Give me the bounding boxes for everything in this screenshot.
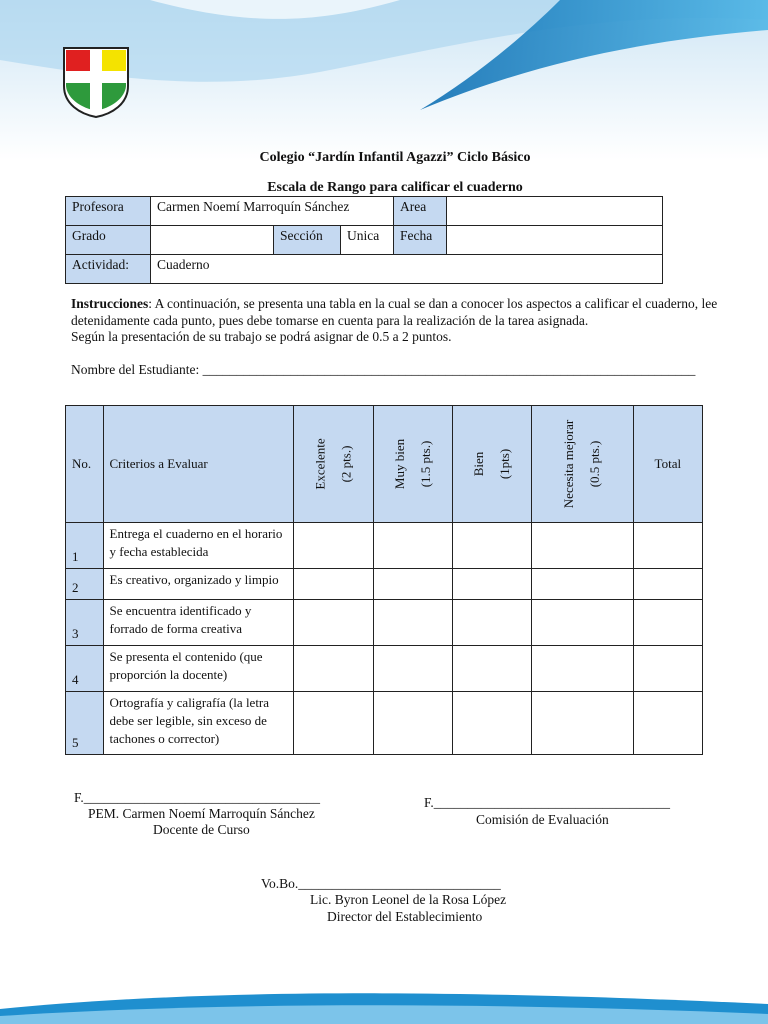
score-cell[interactable] [453, 692, 532, 755]
actividad-label: Actividad: [66, 255, 151, 284]
criterion-text: Entrega el cuaderno en el horario y fecha establecida [103, 523, 294, 569]
col-header-bien [453, 406, 532, 523]
muy-bien-points: (1.5 pts.) [418, 440, 434, 488]
total-cell[interactable] [633, 646, 702, 692]
score-cell[interactable] [294, 523, 374, 569]
score-cell[interactable] [532, 692, 633, 755]
commission-name: Comisión de Evaluación [476, 812, 609, 827]
director-name: Lic. Byron Leonel de la Rosa López [310, 892, 507, 907]
excelente-points: (2 pts.) [338, 445, 354, 483]
score-cell[interactable] [294, 646, 374, 692]
necesita-mejorar-points: (0.5 pts.) [587, 440, 603, 488]
instructions-label: Instrucciones [71, 296, 149, 311]
area-label: Area [394, 197, 447, 226]
criterion-text: Ortografía y caligrafía (la letra debe ser legible, sin exceso de tachones o corrector) [103, 692, 294, 755]
col-header-total: Total [633, 406, 702, 523]
commission-signature-line: F.___________________________________ [424, 795, 671, 810]
criterion-text: Se presenta el contenido (que proporción la docente) [103, 646, 294, 692]
info-table [65, 196, 663, 284]
score-cell[interactable] [294, 600, 374, 646]
excelente-label: Excelente [312, 438, 328, 490]
score-cell[interactable] [373, 646, 453, 692]
score-cell[interactable] [294, 692, 374, 755]
score-cell[interactable] [453, 523, 532, 569]
score-cell[interactable] [294, 569, 374, 600]
footer-wave-background [0, 984, 768, 1024]
row-number: 5 [66, 692, 104, 755]
teacher-name: PEM. Carmen Noemí Marroquín Sánchez [88, 806, 315, 821]
total-cell[interactable] [633, 692, 702, 755]
score-cell[interactable] [373, 692, 453, 755]
seccion-value: Unica [341, 226, 394, 255]
criterion-text: Es creativo, organizado y limpio [103, 569, 294, 600]
col-header-muy-bien [373, 406, 453, 523]
actividad-value: Cuaderno [151, 255, 663, 284]
form-title: Escala de Rango para calificar el cuaderno [267, 180, 523, 195]
criterion-text: Se encuentra identificado y forrado de forma creativa [103, 600, 294, 646]
score-cell[interactable] [373, 523, 453, 569]
fecha-field[interactable] [447, 226, 663, 255]
area-field[interactable] [447, 197, 663, 226]
table-row [66, 523, 703, 569]
col-header-no: No. [66, 406, 104, 523]
score-cell[interactable] [532, 523, 633, 569]
score-cell[interactable] [453, 569, 532, 600]
total-cell[interactable] [633, 600, 702, 646]
row-number: 1 [66, 523, 104, 569]
profesora-label: Profesora [66, 197, 151, 226]
grado-label: Grado [66, 226, 151, 255]
score-cell[interactable] [373, 569, 453, 600]
total-cell[interactable] [633, 523, 702, 569]
scoring-note: Según la presentación de su trabajo se podrá asignar de 0.5 a 2 puntos. [71, 329, 452, 344]
score-cell[interactable] [453, 646, 532, 692]
profesora-value: Carmen Noemí Marroquín Sánchez [151, 197, 394, 226]
row-number: 4 [66, 646, 104, 692]
score-cell[interactable] [373, 600, 453, 646]
table-row [66, 569, 703, 600]
table-row [66, 692, 703, 755]
row-number: 3 [66, 600, 104, 646]
col-header-excelente [294, 406, 374, 523]
vobo-signature-line: Vo.Bo.______________________________ [261, 876, 501, 891]
table-row [66, 600, 703, 646]
instructions [71, 296, 731, 346]
total-cell[interactable] [633, 569, 702, 600]
col-header-necesita-mejorar [532, 406, 633, 523]
teacher-signature-line: F.___________________________________ [74, 790, 321, 805]
instructions-text: : A continuación, se presenta una tabla en la cual se dan a conocer los aspectos a calificar el cuaderno, lee detenidamente cada punto, pues debe tomarse en cuenta para la realización de la tarea asignada. [71, 296, 718, 328]
student-name-line: Nombre del Estudiante: _________________________________________________________________________ [71, 362, 696, 377]
school-title: Colegio “Jardín Infantil Agazzi” Ciclo Básico [259, 150, 531, 165]
col-header-criteria: Criterios a Evaluar [103, 406, 294, 523]
school-crest-logo [62, 46, 130, 118]
seccion-label: Sección [274, 226, 341, 255]
muy-bien-label: Muy bien [392, 438, 408, 490]
teacher-role: Docente de Curso [153, 822, 250, 837]
bien-points: (1pts) [497, 448, 513, 480]
row-number: 2 [66, 569, 104, 600]
grado-field[interactable] [151, 226, 274, 255]
director-role: Director del Establecimiento [327, 909, 483, 924]
bien-label: Bien [471, 451, 487, 477]
score-cell[interactable] [453, 600, 532, 646]
score-cell[interactable] [532, 646, 633, 692]
criteria-table [65, 405, 703, 755]
fecha-label: Fecha [394, 226, 447, 255]
score-cell[interactable] [532, 600, 633, 646]
score-cell[interactable] [532, 569, 633, 600]
necesita-mejorar-label: Necesita mejorar [561, 419, 577, 509]
table-row [66, 646, 703, 692]
